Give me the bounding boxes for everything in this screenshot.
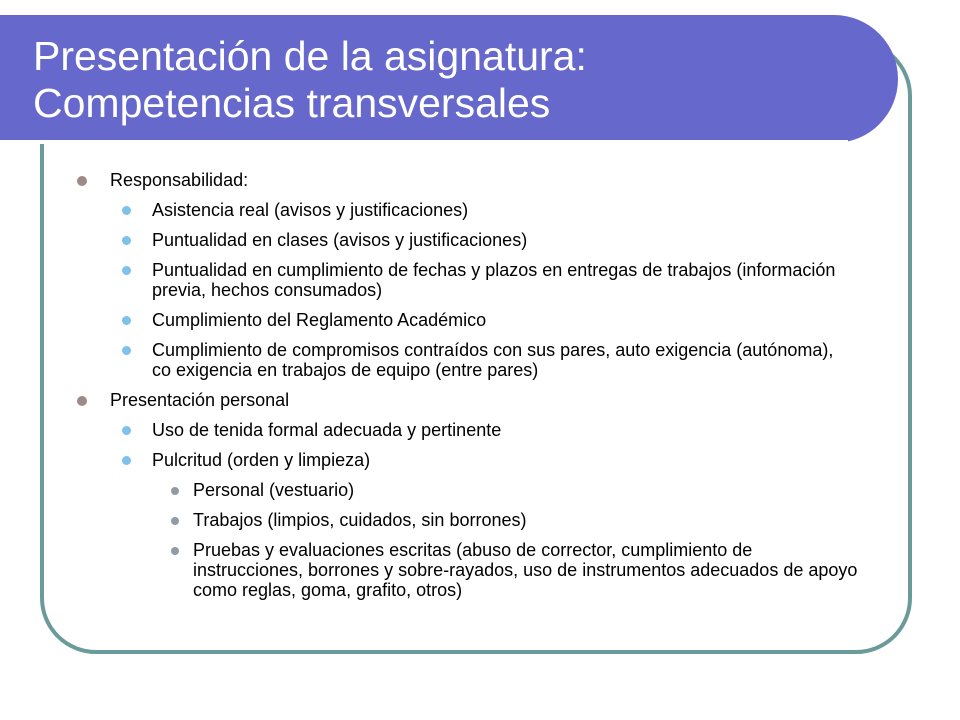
bullet-list	[0, 170, 960, 610]
bullet-dot-icon	[122, 316, 131, 325]
list-item	[0, 420, 842, 440]
list-item-text: Uso de tenida formal adecuada y pertinente	[152, 420, 502, 440]
bullet-dot-icon	[122, 346, 131, 355]
list-item	[0, 540, 863, 600]
bullet-dot-icon	[171, 517, 179, 525]
bullet-dot-icon	[171, 547, 179, 555]
list-item	[0, 510, 863, 530]
bullet-dot-icon	[122, 426, 131, 435]
bullet-dot-icon	[171, 487, 179, 495]
list-item-text: Pulcritud (orden y limpieza)	[152, 450, 371, 470]
bullet-dot-icon	[122, 206, 131, 215]
slide-title	[33, 33, 587, 127]
bullet-dot-icon	[122, 456, 131, 465]
bullet-dot-icon	[77, 396, 87, 406]
list-item	[0, 170, 850, 190]
list-item-text: Trabajos (limpios, cuidados, sin borrones)	[193, 510, 527, 530]
list-item	[0, 390, 850, 410]
list-item-text: Cumplimiento de compromisos contraídos con sus pares, auto exigencia (autónoma), co exigencia en trabajos de equipo (entre pares)	[152, 340, 834, 380]
list-item	[0, 340, 842, 380]
list-item-text: Responsabilidad:	[110, 170, 249, 190]
bullet-dot-icon	[122, 266, 131, 275]
list-item	[0, 230, 842, 250]
list-item	[0, 480, 863, 500]
list-item-text: Puntualidad en clases (avisos y justificaciones)	[152, 230, 528, 250]
list-item	[0, 450, 842, 470]
list-item-text: Puntualidad en cumplimiento de fechas y plazos en entregas de trabajos (información previa, hechos consumados)	[152, 260, 836, 300]
list-item-text: Cumplimiento del Reglamento Académico	[152, 310, 487, 330]
list-item-text: Presentación personal	[110, 390, 290, 410]
title-line-2: Competencias transversales	[33, 80, 551, 126]
list-item-text: Pruebas y evaluaciones escritas (abuso de corrector, cumplimiento de instrucciones, borrones y sobre-rayados, uso de instrumentos adecuados de apoyo como reglas, goma, grafito, otros)	[193, 540, 858, 600]
list-item-text: Personal (vestuario)	[193, 480, 355, 500]
list-item	[0, 200, 842, 220]
title-banner	[0, 15, 898, 143]
title-line-1: Presentación de la asignatura:	[33, 33, 587, 79]
list-item-text: Asistencia real (avisos y justificaciones)	[152, 200, 469, 220]
list-item	[0, 310, 842, 330]
bullet-dot-icon	[77, 176, 87, 186]
list-item	[0, 260, 842, 300]
title-underline	[0, 140, 848, 144]
bullet-dot-icon	[122, 236, 131, 245]
